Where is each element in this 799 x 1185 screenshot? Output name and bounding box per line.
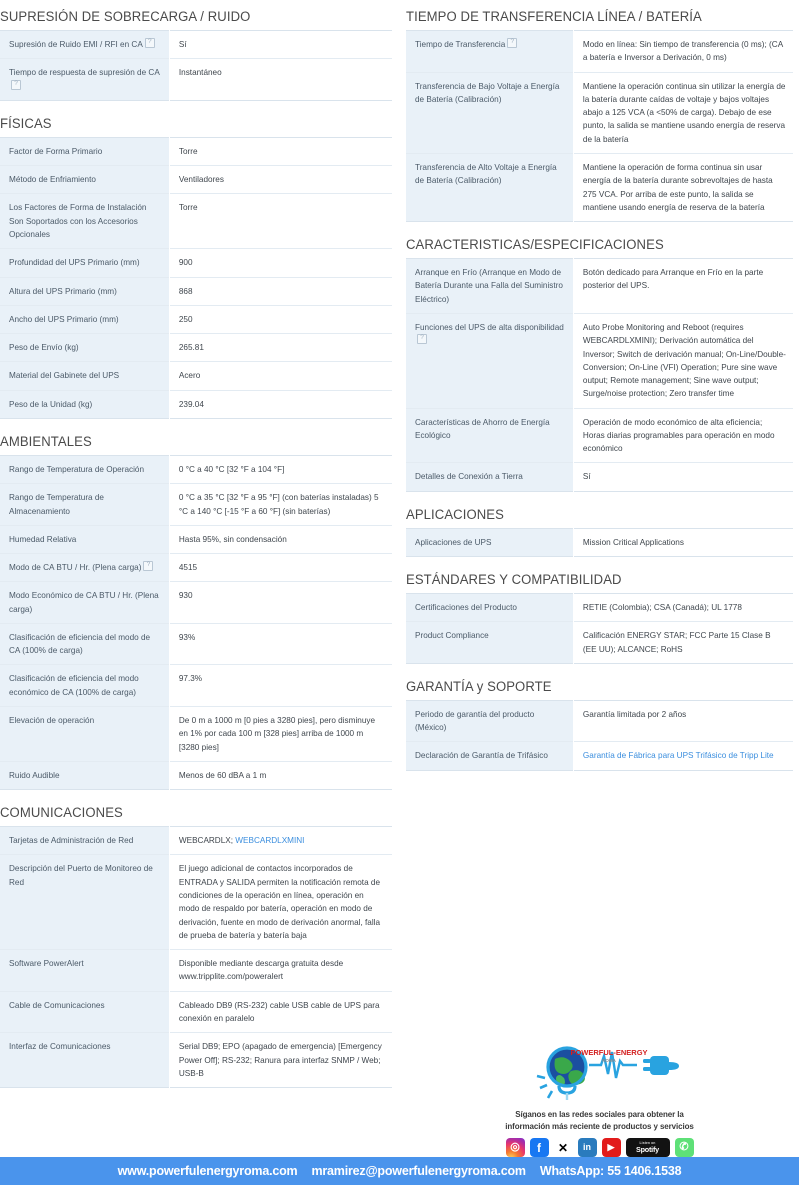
spec-table bbox=[406, 528, 793, 557]
table-row bbox=[406, 259, 793, 314]
linkedin-glyph: in bbox=[583, 1142, 591, 1153]
info-tooltip-icon[interactable] bbox=[143, 561, 153, 571]
spec-value-cell bbox=[169, 362, 392, 390]
spec-label-cell bbox=[0, 59, 169, 101]
info-tooltip-icon[interactable] bbox=[507, 38, 517, 48]
spec-label-cell bbox=[406, 259, 573, 314]
spec-label-text: Peso de la Unidad (kg) bbox=[9, 399, 93, 409]
spec-value-text: Sí bbox=[582, 472, 591, 482]
table-row bbox=[406, 72, 793, 153]
spotify-wordmark: Spotify bbox=[636, 1145, 659, 1155]
spec-value-cell bbox=[169, 390, 392, 418]
spec-value-text: Auto Probe Monitoring and Reboot (requires WEBCARDLXMINI); Derivación automática del Inversor; Switch de derivación manual; On-Line/Double-Conversion; On-Line (VFI) Operation; Pure sine wave output; Remote management; Sine wave output; Surge/noise protection; Zero transfer time bbox=[582, 322, 786, 399]
spec-label-text: Arranque en Frío (Arranque en Modo de Batería Durante una Falla del Suministro Eléctrico) bbox=[415, 268, 563, 304]
spec-value-text: Operación de modo económico de alta eficiencia; Horas diarias programables para operación en modo económico bbox=[582, 417, 775, 454]
spec-value-cell bbox=[573, 700, 793, 742]
section-title: APLICACIONES bbox=[406, 506, 504, 522]
spec-label-text: Aplicaciones de UPS bbox=[415, 537, 492, 547]
section-title: SUPRESIÓN DE SOBRECARGA / RUIDO bbox=[0, 9, 251, 24]
spec-label-text: Declaración de Garantía de Trifásico bbox=[415, 751, 548, 761]
spec-value-text: Mission Critical Applications bbox=[582, 537, 684, 547]
branding-block bbox=[400, 1045, 799, 1157]
spec-value-text: Ventiladores bbox=[178, 175, 224, 185]
follow-line-1: Síganos en las redes sociales para obtener la bbox=[515, 1110, 684, 1119]
spec-label-text: Transferencia de Bajo Voltaje a Energía de Batería (Calibración) bbox=[415, 81, 560, 104]
spec-value-text: Acero bbox=[178, 371, 201, 381]
spec-value-cell bbox=[169, 455, 392, 483]
spec-value-cell bbox=[169, 855, 392, 950]
spec-value-cell bbox=[169, 166, 392, 194]
spec-table bbox=[0, 30, 392, 101]
spec-value-text: Sí bbox=[178, 40, 187, 49]
spec-label-text: Elevación de operación bbox=[9, 716, 95, 726]
spec-value-text: Hasta 95%, sin condensación bbox=[178, 534, 287, 544]
spec-value-text: 4515 bbox=[178, 563, 198, 573]
spec-value-text: 93% bbox=[178, 632, 196, 642]
table-row bbox=[0, 194, 392, 249]
spec-value-text: 0 °C a 35 °C [32 °F a 95 °F] (con baterías instaladas) 5 °C a 140 °C [-15 °F a 60 °F] (sin baterías) bbox=[178, 493, 379, 516]
spec-label-text: Material del Gabinete del UPS bbox=[9, 371, 120, 381]
table-row bbox=[0, 991, 392, 1033]
spec-value-cell bbox=[573, 622, 793, 664]
whatsapp-text[interactable]: WhatsApp: 55 1406.1538 bbox=[539, 1164, 682, 1178]
spec-value-cell bbox=[169, 305, 392, 333]
spec-value-cell bbox=[573, 594, 793, 622]
spec-section bbox=[0, 796, 392, 1088]
table-row bbox=[0, 137, 392, 165]
spec-section bbox=[406, 228, 793, 492]
spec-label-cell bbox=[0, 1033, 169, 1088]
facebook-glyph: f bbox=[537, 1140, 541, 1155]
spec-table bbox=[406, 258, 793, 492]
spec-value-text: Torre bbox=[178, 146, 198, 156]
spec-label-text: Peso de Envío (kg) bbox=[9, 343, 79, 353]
spec-label-text: Interfaz de Comunicaciones bbox=[9, 1042, 111, 1052]
spec-label-cell bbox=[0, 950, 169, 992]
spec-label-cell bbox=[0, 991, 169, 1033]
table-row bbox=[0, 334, 392, 362]
spec-value-cell bbox=[169, 991, 392, 1033]
table-row bbox=[0, 277, 392, 305]
spec-label-text: Clasificación de eficiencia del modo de CA (100% de carga) bbox=[9, 632, 151, 656]
info-tooltip-icon[interactable] bbox=[145, 38, 155, 48]
spec-value-text: Torre bbox=[178, 203, 198, 213]
section-title: FÍSICAS bbox=[0, 115, 52, 131]
spec-value-cell bbox=[169, 194, 392, 249]
spec-label-cell bbox=[0, 305, 169, 333]
spec-section bbox=[0, 0, 392, 101]
spec-section bbox=[0, 107, 392, 419]
spec-label-cell bbox=[406, 31, 573, 73]
follow-us-text bbox=[400, 1109, 799, 1132]
spec-value-text: 0 °C a 40 °C [32 °F a 104 °F] bbox=[178, 464, 285, 474]
spec-table bbox=[406, 30, 793, 222]
spec-label-cell bbox=[406, 528, 573, 556]
table-row bbox=[0, 582, 392, 624]
spec-table bbox=[406, 700, 793, 771]
spec-value-cell bbox=[573, 408, 793, 463]
spotify-icon[interactable] bbox=[626, 1138, 670, 1157]
spec-label-cell bbox=[0, 390, 169, 418]
table-row bbox=[406, 528, 793, 556]
spec-label-text: Cable de Comunicaciones bbox=[9, 1000, 105, 1010]
spec-value-link[interactable]: Garantía de Fábrica para UPS Trifásico de Tripp Lite bbox=[582, 751, 774, 761]
powerful-energy-roma-logo bbox=[505, 1045, 695, 1107]
spec-label-cell bbox=[406, 742, 573, 770]
spec-value-text: 250 bbox=[178, 314, 193, 324]
info-tooltip-icon[interactable] bbox=[417, 334, 427, 344]
table-row bbox=[406, 594, 793, 622]
spec-section bbox=[406, 498, 793, 557]
table-row bbox=[0, 665, 392, 707]
spec-label-cell bbox=[0, 362, 169, 390]
table-row bbox=[406, 463, 793, 491]
table-row bbox=[0, 554, 392, 582]
table-row bbox=[0, 1033, 392, 1088]
spec-value-cell bbox=[573, 31, 793, 73]
table-row bbox=[0, 455, 392, 483]
spec-value-text: 239.04 bbox=[178, 399, 204, 409]
spec-label-cell bbox=[0, 137, 169, 165]
whatsapp-icon[interactable] bbox=[675, 1138, 694, 1157]
spec-label-text: Detalles de Conexión a Tierra bbox=[415, 472, 523, 482]
spotify-listen-on-label: Listen on bbox=[639, 1140, 656, 1145]
table-row bbox=[0, 305, 392, 333]
table-row bbox=[0, 390, 392, 418]
spec-label-cell bbox=[0, 484, 169, 526]
spec-label-cell bbox=[406, 622, 573, 664]
spec-value-cell bbox=[169, 277, 392, 305]
spec-label-text: Humedad Relativa bbox=[9, 534, 77, 544]
table-row bbox=[406, 153, 793, 221]
spec-value-text: 900 bbox=[178, 258, 193, 268]
spec-label-text: Product Compliance bbox=[415, 631, 489, 641]
spec-section bbox=[0, 425, 392, 790]
table-row bbox=[406, 313, 793, 408]
spec-label-text: Modo de CA BTU / Hr. (Plena carga) bbox=[9, 563, 142, 573]
spec-label-cell bbox=[0, 455, 169, 483]
spec-value-text: De 0 m a 1000 m [0 pies a 3280 pies], pero disminuye en 1% por cada 100 m [328 pies] arriba de 1000 m [3280 pies] bbox=[178, 716, 376, 752]
table-row bbox=[0, 525, 392, 553]
spec-label-cell bbox=[0, 582, 169, 624]
spec-value-text: WEBCARDLX; bbox=[178, 836, 236, 846]
spec-value-text: Botón dedicado para Arranque en Frío en la parte posterior del UPS. bbox=[582, 268, 764, 291]
spec-label-text: Altura del UPS Primario (mm) bbox=[9, 286, 117, 296]
spec-value-text: Cableado DB9 (RS-232) cable USB cable de UPS para conexión en paralelo bbox=[178, 1000, 380, 1023]
spec-label-cell bbox=[0, 707, 169, 762]
spec-label-cell bbox=[0, 525, 169, 553]
spec-label-text: Rango de Temperatura de Operación bbox=[9, 464, 145, 474]
youtube-glyph: ▶ bbox=[607, 1142, 615, 1153]
right-column bbox=[400, 0, 799, 777]
email-text[interactable]: mramirez@powerfulenergyroma.com bbox=[311, 1164, 526, 1178]
spec-label-text: Periodo de garantía del producto (México) bbox=[415, 709, 535, 733]
section-title: CARACTERISTICAS/ESPECIFICACIONES bbox=[406, 237, 664, 253]
section-title: AMBIENTALES bbox=[0, 433, 92, 449]
info-tooltip-icon[interactable] bbox=[11, 80, 21, 90]
whatsapp-glyph: ✆ bbox=[679, 1141, 689, 1154]
spec-label-cell bbox=[0, 665, 169, 707]
spec-label-cell bbox=[0, 855, 169, 950]
table-row bbox=[406, 622, 793, 664]
spec-value-link[interactable]: WEBCARDLXMINI bbox=[235, 836, 305, 846]
spec-table bbox=[0, 826, 392, 1088]
spec-label-cell bbox=[406, 700, 573, 742]
spec-label-cell bbox=[0, 334, 169, 362]
spec-value-text: Disponible mediante descarga gratuita desde www.tripplite.com/poweralert bbox=[178, 959, 344, 982]
spec-label-text: Método de Enfriamiento bbox=[9, 175, 96, 185]
spec-value-cell bbox=[573, 72, 793, 153]
spec-section bbox=[406, 670, 793, 771]
spec-value-text: 868 bbox=[178, 286, 193, 296]
svg-text:ROMA: ROMA bbox=[601, 1058, 616, 1063]
x-icon[interactable] bbox=[554, 1138, 573, 1157]
spec-label-text: Supresión de Ruido EMI / RFI en CA bbox=[9, 40, 143, 49]
spec-label-cell bbox=[0, 623, 169, 665]
spec-value-cell bbox=[573, 259, 793, 314]
spec-label-cell bbox=[406, 313, 573, 408]
spec-label-text: Factor de Forma Primario bbox=[9, 146, 103, 156]
spec-table bbox=[0, 455, 392, 790]
follow-line-2: información más reciente de productos y servicios bbox=[505, 1121, 694, 1131]
spec-section bbox=[406, 0, 793, 222]
spec-label-cell bbox=[0, 827, 169, 855]
table-row bbox=[406, 742, 793, 770]
spec-value-cell bbox=[169, 334, 392, 362]
spec-value-cell bbox=[169, 249, 392, 277]
table-row bbox=[0, 484, 392, 526]
spec-value-text: 265.81 bbox=[178, 343, 204, 353]
spec-value-cell bbox=[169, 707, 392, 762]
svg-text:POWERFUL-ENERGY: POWERFUL-ENERGY bbox=[569, 1048, 648, 1057]
spec-value-cell bbox=[573, 742, 793, 770]
section-title: GARANTÍA y SOPORTE bbox=[406, 678, 552, 694]
spec-label-cell bbox=[406, 153, 573, 221]
spec-label-cell bbox=[0, 194, 169, 249]
youtube-icon[interactable] bbox=[602, 1138, 621, 1157]
spec-value-text: Calificación ENERGY STAR; FCC Parte 15 Clase B (EE UU); ALCANCE; RoHS bbox=[582, 631, 771, 654]
table-row bbox=[0, 59, 392, 101]
spec-label-text: Los Factores de Forma de Instalación Son Soportados con los Accesorios Opcionales bbox=[9, 203, 147, 239]
spec-value-text: Instantáneo bbox=[178, 68, 222, 78]
spec-value-cell bbox=[573, 463, 793, 491]
section-title: TIEMPO DE TRANSFERENCIA LÍNEA / BATERÍA bbox=[406, 9, 702, 24]
spec-label-text: Características de Ahorro de Energía Ecológico bbox=[415, 417, 550, 440]
spec-table bbox=[0, 137, 392, 419]
spec-value-text: Menos de 60 dBA a 1 m bbox=[178, 770, 267, 780]
spec-value-cell bbox=[169, 137, 392, 165]
spec-value-text: Serial DB9; EPO (apagado de emergencia) [Emergency Power Off]; RS-232; Ranura para interfaz SNMP / Web; USB-B bbox=[178, 1042, 382, 1078]
spec-label-text: Profundidad del UPS Primario (mm) bbox=[9, 258, 140, 268]
spec-label-cell bbox=[406, 463, 573, 491]
spec-label-cell bbox=[0, 277, 169, 305]
spec-table bbox=[406, 593, 793, 664]
spec-label-text: Clasificación de eficiencia del modo económico de CA (100% de carga) bbox=[9, 674, 139, 697]
spec-value-cell bbox=[169, 623, 392, 665]
facebook-icon[interactable] bbox=[530, 1138, 549, 1157]
spec-label-text: Tarjetas de Administración de Red bbox=[9, 836, 134, 846]
spec-value-cell bbox=[169, 554, 392, 582]
spec-value-cell bbox=[169, 665, 392, 707]
table-row bbox=[0, 31, 392, 59]
spec-section bbox=[406, 563, 793, 664]
table-row bbox=[0, 707, 392, 762]
spec-label-text: Tiempo de Transferencia bbox=[415, 40, 506, 49]
spec-value-text: Modo en línea: Sin tiempo de transferencia (0 ms); (CA a batería e Inversor a Derivación, 0 ms) bbox=[582, 40, 783, 63]
spec-value-cell bbox=[169, 582, 392, 624]
spec-label-text: Software PowerAlert bbox=[9, 959, 84, 969]
section-title: ESTÁNDARES Y COMPATIBILIDAD bbox=[406, 572, 622, 588]
table-row bbox=[0, 362, 392, 390]
spec-value-text: Mantiene la operación continua sin utilizar la energía de la batería durante caídas de voltaje y bajos voltajes abajo a 125 VCA (a <50% de carga). Debajo de ese punto, la salida se mantiene usando energía de reserva de la batería bbox=[582, 81, 786, 144]
spec-value-text: 97.3% bbox=[178, 674, 203, 684]
table-row bbox=[406, 408, 793, 463]
spec-label-cell bbox=[0, 554, 169, 582]
table-row bbox=[0, 623, 392, 665]
table-row bbox=[0, 950, 392, 992]
table-row bbox=[0, 827, 392, 855]
spec-value-cell bbox=[169, 484, 392, 526]
instagram-icon[interactable] bbox=[506, 1138, 525, 1157]
spec-value-cell bbox=[169, 59, 392, 101]
spec-value-cell bbox=[169, 31, 392, 59]
table-row bbox=[0, 166, 392, 194]
spec-label-cell bbox=[0, 31, 169, 59]
spec-value-cell bbox=[169, 761, 392, 789]
table-row bbox=[0, 855, 392, 950]
spec-label-cell bbox=[406, 72, 573, 153]
spec-label-text: Rango de Temperatura de Almacenamiento bbox=[9, 493, 104, 516]
social-icons-row bbox=[400, 1138, 799, 1157]
spec-value-cell bbox=[169, 525, 392, 553]
spec-value-cell bbox=[169, 950, 392, 992]
spec-label-cell bbox=[406, 594, 573, 622]
linkedin-icon[interactable] bbox=[578, 1138, 597, 1157]
table-row bbox=[406, 31, 793, 73]
spec-value-text: El juego adicional de contactos incorporados de ENTRADA y SALIDA permiten la notificación remota de condiciones de la operación en línea, operación en modo de respaldo por batería, operación en modo de derivación, fuente en modo de derivación anormal, falla de prueba de batería y batería baja bbox=[178, 864, 381, 940]
spec-label-text: Certificaciones del Producto bbox=[415, 603, 517, 613]
x-glyph: ✕ bbox=[557, 1140, 569, 1155]
spec-label-cell bbox=[0, 249, 169, 277]
spec-value-cell bbox=[169, 1033, 392, 1088]
website-text[interactable]: www.powerfulenergyroma.com bbox=[117, 1164, 298, 1178]
table-row bbox=[0, 761, 392, 789]
spec-label-text: Funciones del UPS de alta disponibilidad bbox=[415, 322, 564, 332]
spec-value-cell bbox=[573, 153, 793, 221]
instagram-glyph: ◎ bbox=[510, 1141, 520, 1154]
spec-value-text: 930 bbox=[178, 591, 193, 601]
contact-bar bbox=[0, 1157, 799, 1185]
spec-value-cell bbox=[169, 827, 392, 855]
spec-label-cell bbox=[406, 408, 573, 463]
spec-label-text: Ruido Audible bbox=[9, 770, 60, 780]
spec-value-text: Mantiene la operación de forma continua sin usar energía de la batería durante sobrevoltajes de hasta 275 VCA. Por arriba de este punto, la salida se mantiene usando energía de reserva de la batería bbox=[582, 162, 773, 212]
table-row bbox=[406, 700, 793, 742]
left-column bbox=[0, 0, 400, 1094]
spec-value-cell bbox=[573, 528, 793, 556]
spec-label-text: Tiempo de respuesta de supresión de CA bbox=[9, 68, 160, 78]
spec-label-cell bbox=[0, 761, 169, 789]
table-row bbox=[0, 249, 392, 277]
spec-label-text: Ancho del UPS Primario (mm) bbox=[9, 314, 119, 324]
spec-value-cell bbox=[573, 313, 793, 408]
spec-label-cell bbox=[0, 166, 169, 194]
section-title: COMUNICACIONES bbox=[0, 805, 123, 821]
spec-value-text: RETIE (Colombia); CSA (Canadá); UL 1778 bbox=[582, 603, 742, 613]
spec-label-text: Transferencia de Alto Voltaje a Energía de Batería (Calibración) bbox=[415, 162, 557, 186]
spec-value-text: Garantía limitada por 2 años bbox=[582, 709, 687, 719]
spec-label-text: Modo Económico de CA BTU / Hr. (Plena carga) bbox=[9, 591, 159, 614]
spec-label-text: Descripción del Puerto de Monitoreo de Red bbox=[9, 864, 153, 887]
